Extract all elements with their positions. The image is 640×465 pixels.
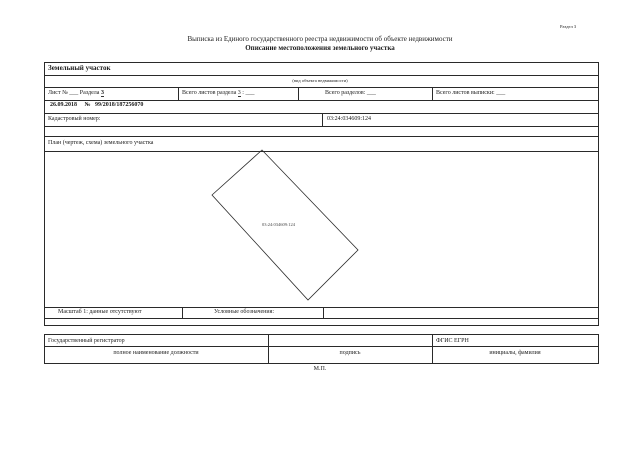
legend-divider xyxy=(323,307,324,318)
object-type: Земельный участок xyxy=(48,64,111,72)
section-corner-label: Раздел 3 xyxy=(560,24,577,29)
signature-bottom xyxy=(44,363,599,364)
date-and-number: 26.09.2018 № 99/2018/187256070 xyxy=(50,102,144,108)
name-caption: инициалы, фамилия xyxy=(489,350,541,356)
signature-org: ФГИС ЕГРН xyxy=(436,338,469,344)
object-type-caption: (вид объекта недвижимости) xyxy=(292,78,348,83)
scale-divider xyxy=(182,307,183,318)
legend-bottom-line xyxy=(44,318,599,319)
signature-divider-1 xyxy=(268,334,269,364)
sheets-in-section: Всего листов раздела 3 : ___ xyxy=(182,90,255,96)
sheet-info: Лист № ___ Раздела 3 xyxy=(48,90,104,96)
plan-title: План (чертеж, схема) земельного участка xyxy=(48,140,154,146)
total-sheets: Всего листов выписки: ___ xyxy=(436,90,506,96)
signature-right xyxy=(598,334,599,364)
total-sections: Всего разделов: ___ xyxy=(325,90,376,96)
plan-bottom-line xyxy=(44,307,599,308)
signature-position: Государственный регистратор xyxy=(48,338,125,344)
signature-mid xyxy=(44,346,599,347)
document-title: Выписка из Единого государственного реестра недвижимости об объекте недвижимости xyxy=(187,35,453,43)
legend-label: Условные обозначения: xyxy=(214,309,275,315)
sign-caption: подпись xyxy=(339,350,361,356)
signature-divider-2 xyxy=(432,334,433,364)
cadastral-value: 03:24:034609:124 xyxy=(327,116,372,122)
cadastral-label: Кадастровый номер: xyxy=(48,116,101,122)
document-subtitle: Описание местоположения земельного участка xyxy=(245,44,395,52)
scale-text: Масштаб 1: данные отсутствуют xyxy=(58,309,142,315)
signature-top xyxy=(44,334,599,335)
position-caption: полное наименование должности xyxy=(113,350,199,356)
stamp-label: М.П. xyxy=(313,366,327,372)
parcel-label: 03:24:034609:124 xyxy=(262,222,296,227)
signature-left xyxy=(44,334,45,364)
